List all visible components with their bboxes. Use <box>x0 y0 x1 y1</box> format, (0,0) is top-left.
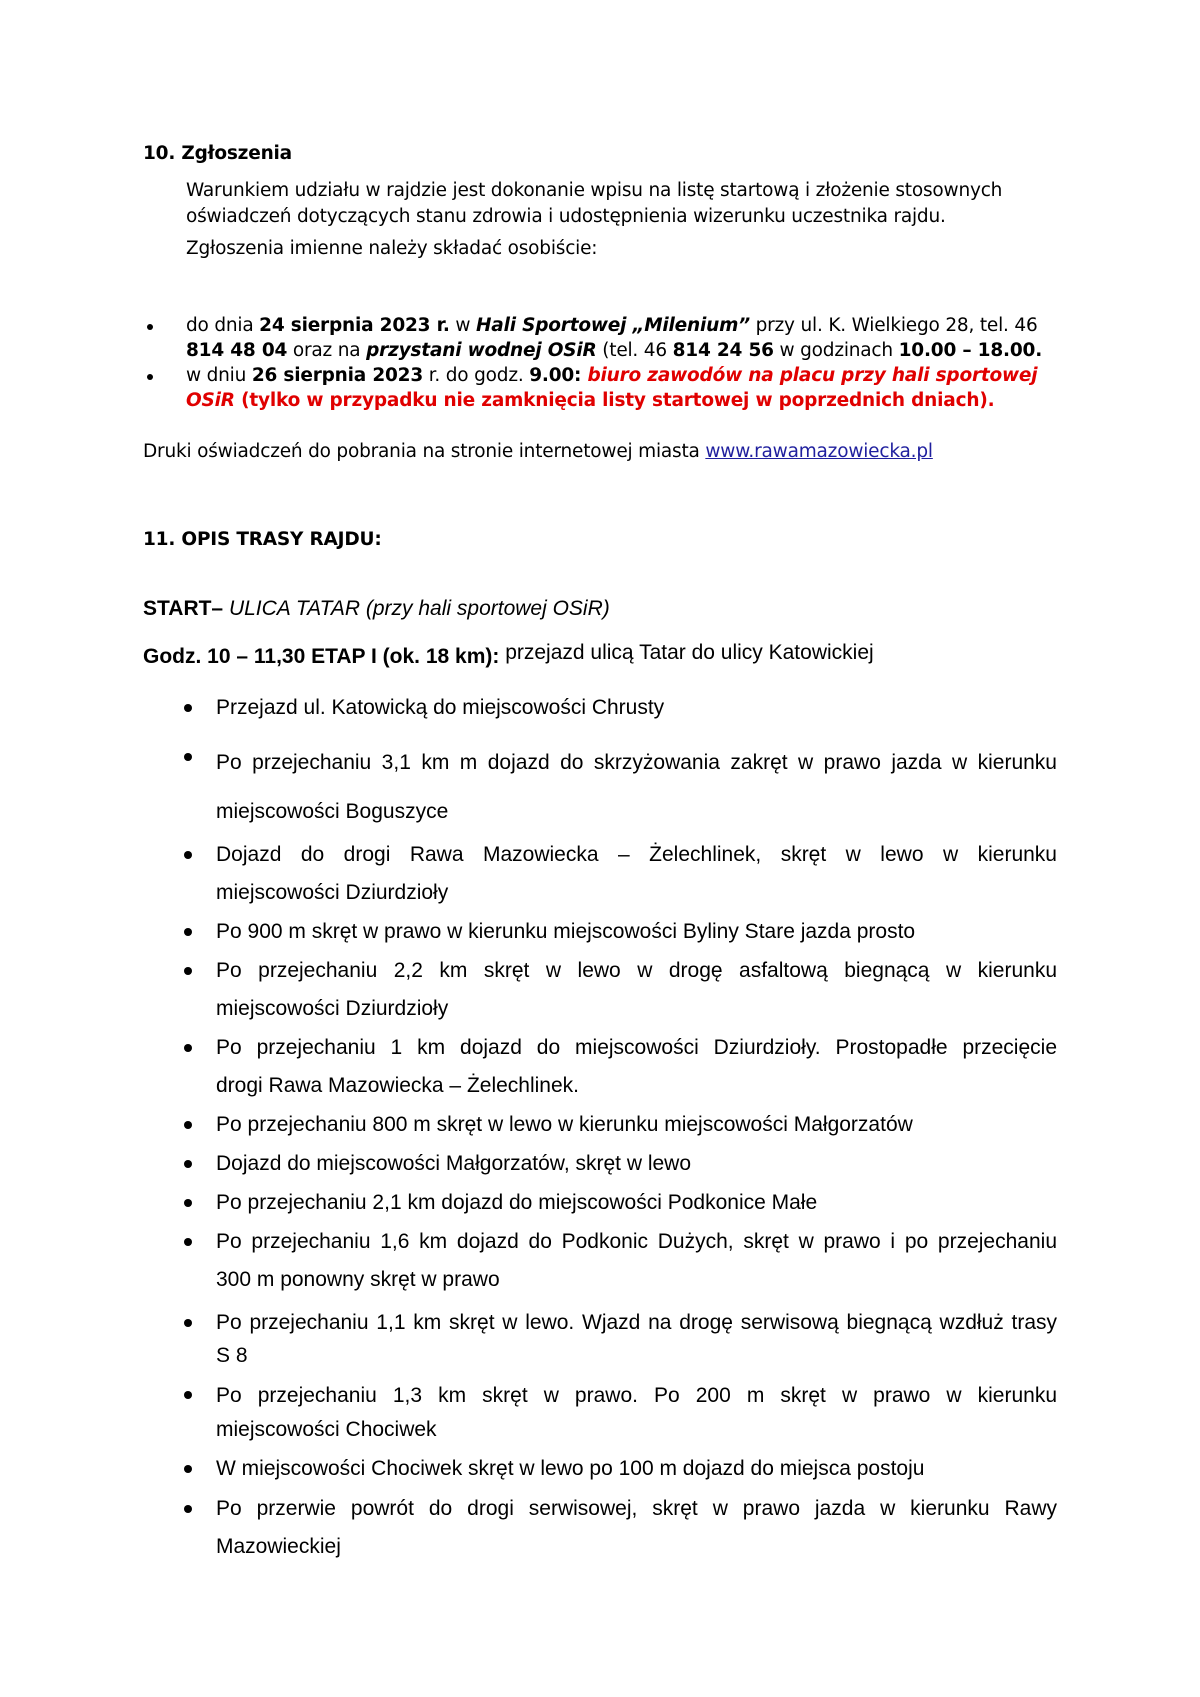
bullet-icon <box>184 1505 192 1513</box>
registration-item-2 <box>186 363 1066 413</box>
text-run: przy ul. K. Wielkiego 28, tel. 46 <box>749 315 1038 336</box>
route-step-text: Po przejechaniu 2,2 km skręt w lewo w drogę asfaltową biegnącą w kierunku <box>216 959 1057 982</box>
bullet-icon <box>147 324 153 330</box>
intro-line-2: oświadczeń dotyczących stanu zdrowia i udostępnienia wizerunku uczestnika rajdu. <box>186 206 946 227</box>
phone-number: 814 48 04 <box>186 340 288 361</box>
route-step <box>216 1450 1057 1488</box>
text-run: w <box>449 315 477 336</box>
phone-number: 814 24 56 <box>672 340 774 361</box>
start-label: START– <box>143 597 224 620</box>
text-run: (tel. 46 <box>596 340 673 361</box>
stage-label: Godz. 10 – 11,30 ETAP I (ok. 18 km): <box>143 645 500 668</box>
bullet-icon <box>184 1199 192 1207</box>
route-step <box>216 1184 1057 1222</box>
route-step-text: Po przejechaniu 1,1 km skręt w lewo. Wjazd na drogę serwisową biegnącą wzdłuż trasy <box>216 1311 1057 1334</box>
bullet-icon <box>184 1121 192 1129</box>
route-step-text: miejscowości Chociwek <box>216 1418 437 1441</box>
section-10-heading: 10. Zgłoszenia <box>143 143 292 164</box>
text-run: . <box>1035 340 1043 361</box>
text-run: w godzinach <box>773 340 899 361</box>
route-step <box>216 913 1057 951</box>
route-step <box>216 952 1057 1028</box>
route-step-text: Po przejechaniu 800 m skręt w lewo w kierunku miejscowości Małgorzatów <box>216 1113 913 1136</box>
stage-description: przejazd ulicą Tatar do ulicy Katowickiej <box>499 641 874 664</box>
route-step <box>216 738 1057 836</box>
venue-hall: Hali Sportowej „Milenium” <box>476 315 750 336</box>
venue-marina: przystani wodnej OSiR <box>366 340 597 361</box>
bullet-icon <box>184 1160 192 1168</box>
route-step <box>216 1306 1057 1372</box>
route-step-text: Po przejechaniu 2,1 km dojazd do miejscowości Podkonice Małe <box>216 1191 818 1214</box>
route-step-text: Po przerwie powrót do drogi serwisowej, skręt w prawo jazda w kierunku Rawy <box>216 1497 1057 1520</box>
registration-date: 24 sierpnia 2023 r. <box>259 315 450 336</box>
route-step-text: Po przejechaniu 1 km dojazd do miejscowości Dziurdzioły. Prostopadłe przecięcie <box>216 1036 1057 1059</box>
text-run: oraz na <box>287 340 367 361</box>
text-run: r <box>423 365 435 386</box>
registration-item-1 <box>186 313 1066 363</box>
route-step <box>216 1106 1057 1144</box>
bullet-icon <box>147 374 153 380</box>
race-day-date: 26 sierpnia 2023 <box>251 365 424 386</box>
section-10-intro <box>186 178 1066 230</box>
intro-line-1: Warunkiem udziału w rajdzie jest dokonanie wpisu na listę startową i złożenie stosownych <box>186 180 1003 201</box>
route-step <box>216 1490 1057 1566</box>
bullet-icon <box>184 1319 192 1327</box>
bullet-icon <box>184 967 192 975</box>
route-step <box>216 689 1057 727</box>
route-step-text: Po przejechaniu 1,3 km skręt w prawo. Po 200 m skręt w prawo w kierunku <box>216 1384 1057 1407</box>
bullet-icon <box>184 1391 192 1399</box>
text-run: . do godz. <box>434 365 530 386</box>
submission-note: Zgłoszenia imienne należy składać osobiście: <box>186 238 598 259</box>
bullet-icon <box>184 704 192 712</box>
route-step-text: S 8 <box>216 1344 248 1367</box>
route-step-text: Po 900 m skręt w prawo w kierunku miejscowości Byliny Stare jazda prosto <box>216 920 916 943</box>
route-step-text: drogi Rawa Mazowiecka – Żelechlinek. <box>216 1074 579 1097</box>
route-step-text: miejscowości Dziurdzioły <box>216 881 449 904</box>
route-step-text: Przejazd ul. Katowicką do miejscowości Chrusty <box>216 696 665 719</box>
start-location <box>143 597 610 621</box>
late-registration-note: (tylko w przypadku nie zamknięcia listy startowej w poprzednich dniach). <box>234 390 995 411</box>
text-run: Druki oświadczeń do pobrania na stronie internetowej miasta <box>143 441 706 462</box>
office-hours: 10.00 – 18.00 <box>898 340 1036 361</box>
start-place: ULICA TATAR (przy hali sportowej OSiR) <box>223 597 610 620</box>
route-step-text: Mazowieckiej <box>216 1535 341 1558</box>
race-office-location: OSiR <box>186 390 235 411</box>
route-step <box>216 1223 1057 1299</box>
route-step-text: Po przejechaniu 1,6 km dojazd do Podkonic Dużych, skręt w prawo i po przejechaniu <box>216 1230 1057 1253</box>
stage-1-header <box>143 641 874 669</box>
deadline-time: 9.00: <box>529 365 582 386</box>
route-step-text: Dojazd do miejscowości Małgorzatów, skręt w lewo <box>216 1152 692 1175</box>
section-11-heading: 11. OPIS TRASY RAJDU: <box>143 529 382 550</box>
bullet-icon <box>184 851 192 859</box>
route-step-text: Po przejechaniu 3,1 km m dojazd do skrzyżowania zakręt w prawo jazda w kierunku <box>216 751 1057 774</box>
route-step <box>216 1379 1057 1447</box>
bullet-icon <box>184 1238 192 1246</box>
route-step-text: Dojazd do drogi Rawa Mazowiecka – Żelechlinek, skręt w lewo w kierunku <box>216 843 1057 866</box>
route-step-text: miejscowości Boguszyce <box>216 800 449 823</box>
route-step <box>216 1029 1057 1105</box>
bullet-icon <box>184 1044 192 1052</box>
route-step <box>216 1145 1057 1183</box>
bullet-icon <box>184 928 192 936</box>
route-step-text: W miejscowości Chociwek skręt w lewo po 100 m dojazd do miejsca postoju <box>216 1457 925 1480</box>
forms-download-note <box>143 441 933 462</box>
bullet-icon <box>184 1465 192 1473</box>
route-step <box>216 836 1057 912</box>
text-run: do dnia <box>186 315 260 336</box>
route-step-text: miejscowości Dziurdzioły <box>216 997 449 1020</box>
text-run: w dniu <box>186 365 252 386</box>
race-office-location: biuro zawodów na placu przy hali sportowej <box>581 365 1038 386</box>
route-step-text: 300 m ponowny skręt w prawo <box>216 1268 500 1291</box>
bullet-icon <box>184 753 192 761</box>
city-website-link[interactable]: www.rawamazowiecka.pl <box>705 441 933 462</box>
